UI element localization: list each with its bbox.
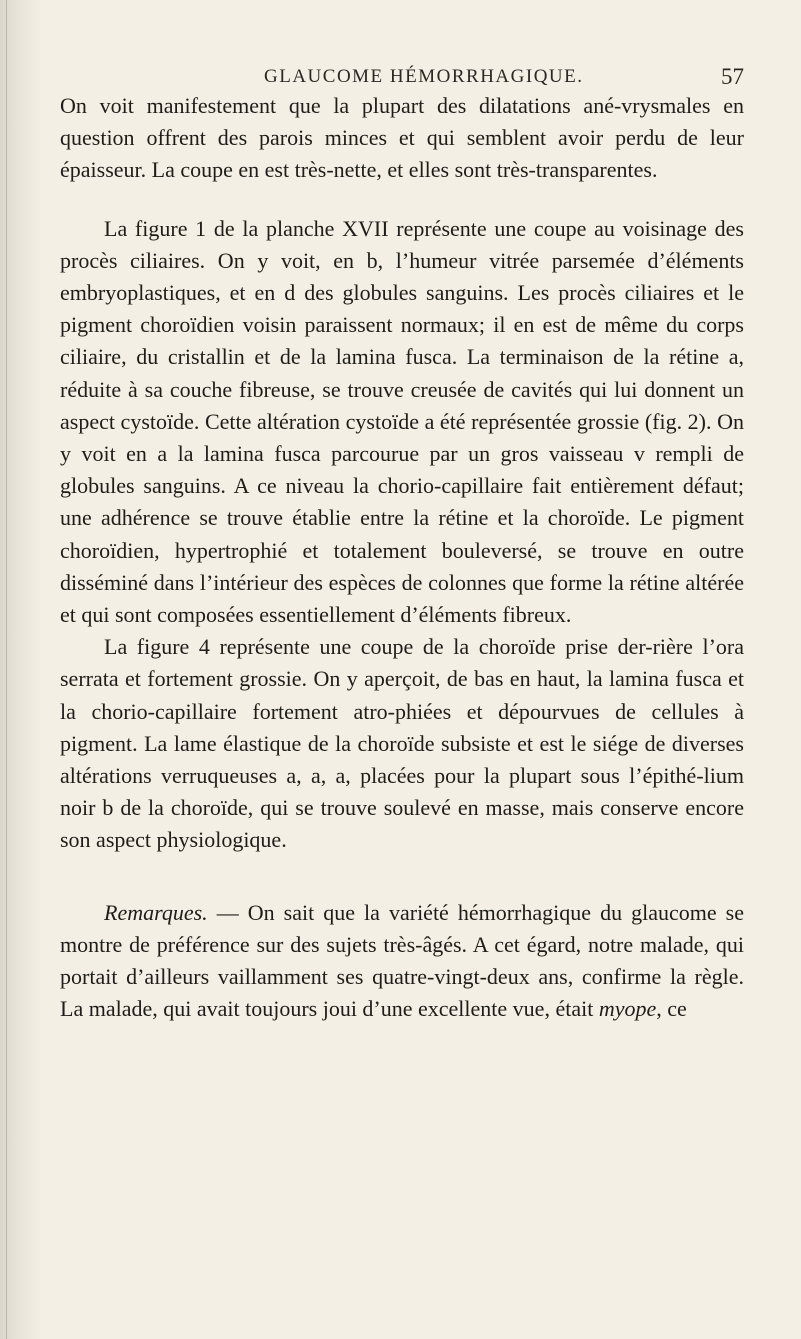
remarks-label: Remarques. [104,899,208,925]
paragraph-remarks [60,897,744,1026]
page-number: 57 [721,64,744,89]
remarks-tail: , ce [656,996,687,1022]
page-body [60,90,744,1025]
page-gutter-line [6,0,7,1339]
page-header [264,66,744,92]
remarks-emphasis: myope [598,996,657,1022]
running-head: GLAUCOME HÉMORRHAGIQUE. [264,66,584,87]
paragraph-dilatations: On voit manifestement que la plupart des dilatations ané-vrysmales en question offrent des parois minces et qui semblent avoir perdu de leur épaisseur. La coupe en est très-nette, et elles sont très-transparentes. [60,93,744,183]
remarks-text: — On sait que la variété hémorrhagique du glaucome se montre de préférence sur des sujets très-âgés. A cet égard, notre malade, qui portait d’ailleurs vaillamment ses quatre-vingt-deux ans, confirme la règle. La malade, qui avait toujours joui d’une excellente vue, était [60,899,744,1022]
paragraph-figure-1: La figure 1 de la planche XVII représente une coupe au voisinage des procès ciliaires. On y voit, en b, l’humeur vitrée parsemée d’éléments embryoplastiques, et en d des globules sanguins. Les procès ciliaires et le pigment choroïdien voisin paraissent normaux; il en est de même du corps ciliaire, du cristallin et de la lamina fusca. La terminaison de la rétine a, réduite à sa couche fibreuse, se trouve creusée de cavités qui lui donnent un aspect cystoïde. Cette altération cystoïde a été représentée grossie (fig. 2). On y voit en a la lamina fusca parcourue par un gros vaisseau v rempli de globules sanguins. A ce niveau la chorio-capillaire fait entièrement défaut; une adhérence se trouve établie entre la rétine et la choroïde. Le pigment choroïdien, hypertrophié et totalement bouleversé, se trouve en outre disséminé dans l’intérieur des espèces de colonnes que forme la rétine altérée et qui sont composées essentiellement d’éléments fibreux. [60,215,744,628]
paragraph-figure-4: La figure 4 représente une coupe de la choroïde prise der-rière l’ora serrata et fortement grossie. On y aperçoit, de bas en haut, la lamina fusca et la chorio-capillaire fortement atro-phiées et dépourvues de cellules à pigment. La lame élastique de la choroïde subsiste et est le siége de diverses altérations verruqueuses a, a, a, placées pour la plupart sous l’épithé-lium noir b de la choroïde, qui se trouve soulevé en masse, mais conserve encore son aspect physiologique. [60,634,744,853]
